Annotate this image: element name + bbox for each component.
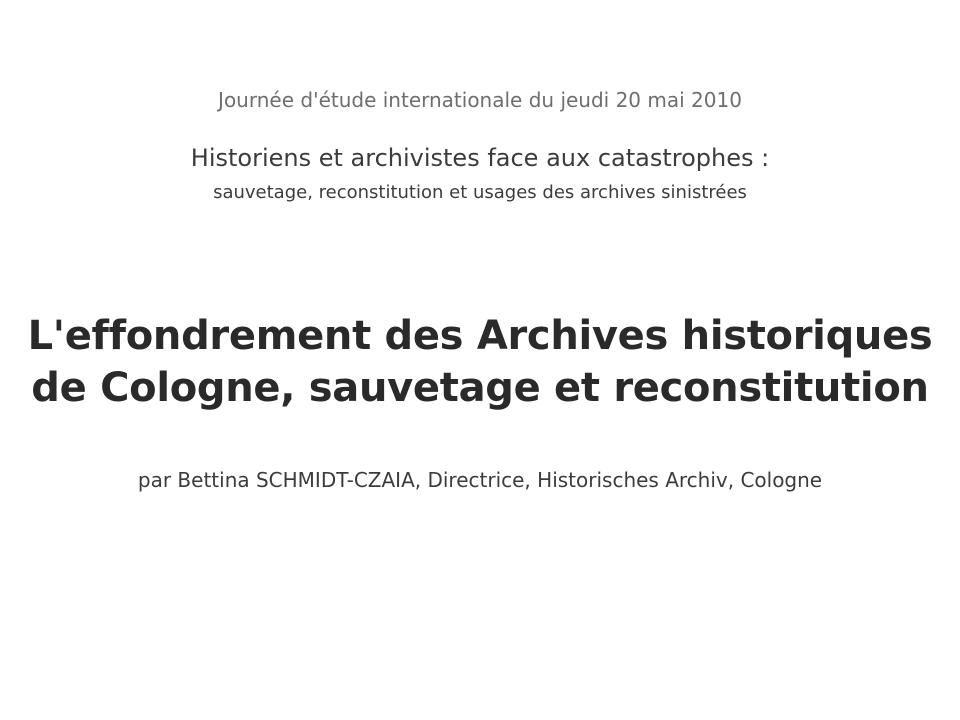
conference-subtitle-detail: sauvetage, reconstitution et usages des archives sinistrées (213, 182, 747, 203)
presentation-title-line-2: de Cologne, sauvetage et reconstitution (31, 365, 929, 411)
conference-subtitle: Historiens et archivistes face aux catastrophes : (190, 144, 770, 172)
author-line: par Bettina SCHMIDT-CZAIA, Directrice, Historisches Archiv, Cologne (137, 468, 823, 492)
event-date-line: Journée d'étude internationale du jeudi 20 mai 2010 (218, 88, 742, 112)
presentation-title-line-1: L'effondrement des Archives historiques (27, 313, 933, 359)
presentation-title (0, 310, 960, 414)
